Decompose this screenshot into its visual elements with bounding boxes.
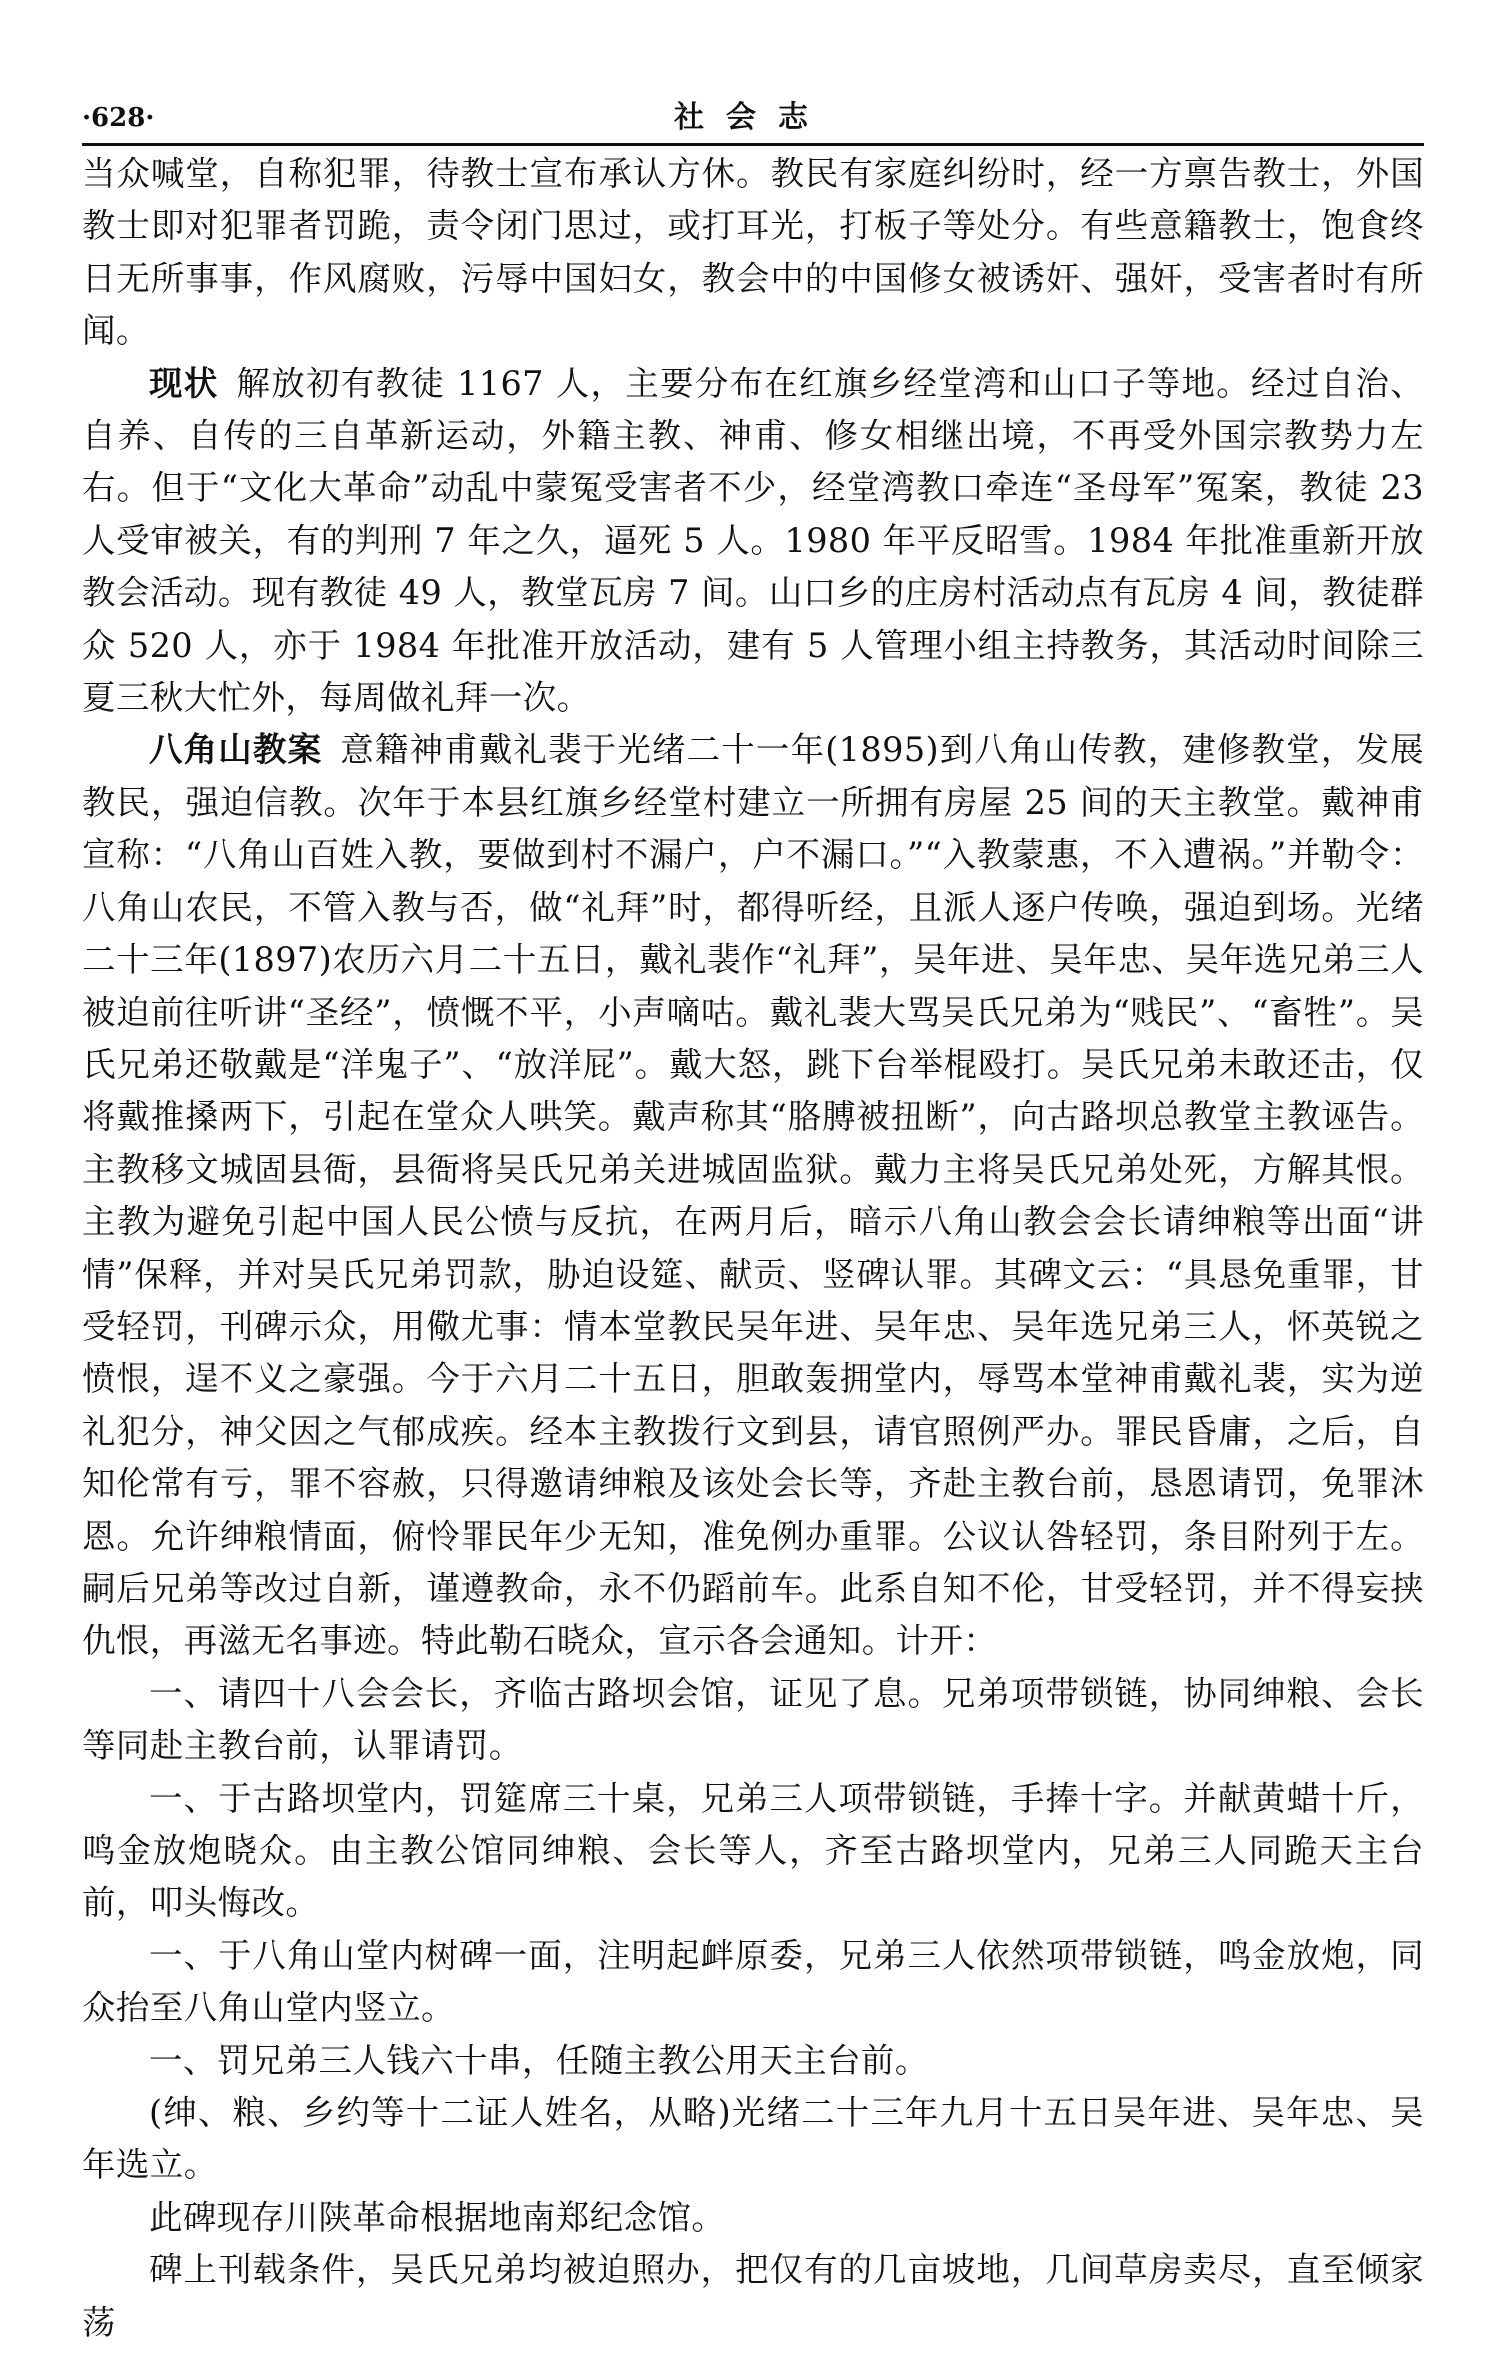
list-item-paragraph — [82, 1773, 1424, 1930]
paragraph-text: 此碑现存川陕革命根据地南郑纪念馆。 — [149, 2197, 726, 2237]
paragraph-text: (绅、粮、乡约等十二证人姓名，从略)光绪二十三年九月十五日吴年进、吴年忠、吴年选立。 — [82, 2093, 1424, 2185]
paragraph-bajiaoshan-case — [82, 724, 1424, 1667]
page-number: ·628· — [82, 103, 155, 133]
paragraph — [82, 148, 1424, 358]
paragraph-text: 碑上刊载条件，吴氏兄弟均被迫照办，把仅有的几亩坡地，几间草房卖尽，直至倾家荡 — [82, 2250, 1424, 2342]
paragraph-text: 当众喊堂，自称犯罪，待教士宣布承认方休。教民有家庭纠纷时，经一方禀告教士，外国教士即对犯罪者罚跪，责令闭门思过，或打耳光，打板子等处分。有些意籍教士，饱食终日无所事事，作风腐败，污辱中国妇女，教会中的中国修女被诱奸、强奸，受害者时有所闻。 — [82, 154, 1424, 351]
list-item-paragraph — [82, 2035, 1424, 2087]
paragraph-text: 解放初有教徒 1167 人，主要分布在红旗乡经堂湾和山口子等地。经过自治、自养、自传的三自革新运动，外籍主教、神甫、修女相继出境，不再受外国宗教势力左右。但于“文化大革命”动乱中蒙冤受害者不少，经堂湾教口牵连“圣母军”冤案，教徒 23 人受审被关，有的判刑 7 年之久，逼死 5 人。1980 年平反昭雪。1984 年批准重新开放教会活动。现有教徒 49 人，教堂瓦房 7 间。山口乡的庄房村活动点有瓦房 4 间，教徒群众 520 人，亦于 1984 年批准开放活动，建有 5 人管理小组主持教务，其活动时间除三夏三秋大忙外，每周做礼拜一次。 — [82, 363, 1424, 718]
header-rule — [82, 143, 1424, 146]
list-item-paragraph — [82, 1668, 1424, 1773]
body-text — [82, 148, 1424, 2349]
paragraph-text: 一、罚兄弟三人钱六十串，任随主教公用天主台前。 — [149, 2040, 929, 2080]
paragraph-current-status — [82, 358, 1424, 725]
paragraph — [82, 2087, 1424, 2192]
paragraph-text: 一、请四十八会会长，齐临古路坝会馆，证见了息。兄弟项带锁链，协同绅粮、会长等同赴主教台前，认罪请罚。 — [82, 1673, 1424, 1766]
paragraph — [82, 2244, 1424, 2349]
list-item-paragraph — [82, 1930, 1424, 2035]
paragraph — [82, 2192, 1424, 2244]
paragraph-text: 一、于古路坝堂内，罚筵席三十桌，兄弟三人项带锁链，手捧十字。并献黄蜡十斤，鸣金放炮晓众。由主教公馆同绅粮、会长等人，齐至古路坝堂内，兄弟三人同跪天主台前，叩头悔改。 — [82, 1778, 1424, 1923]
paragraph-text: 一、于八角山堂内树碑一面，注明起衅原委，兄弟三人依然项带锁链，鸣金放炮，同众抬至八角山堂内竖立。 — [82, 1935, 1424, 2028]
running-title: 社会志 — [674, 100, 830, 135]
section-heading: 八角山教案 — [149, 730, 323, 770]
paragraph-text: 意籍神甫戴礼裴于光绪二十一年(1895)到八角山传教，建修教堂，发展教民，强迫信教。次年于本县红旗乡经堂村建立一所拥有房屋 25 间的天主教堂。戴神甫宣称：“八角山百姓入教，要做到村不漏户，户不漏口。”“入教蒙惠，不入遭祸。”并勒令：八角山农民，不管入教与否，做“礼拜”时，都得听经，且派人逐户传唤，强迫到场。光绪二十三年(1897)农历六月二十五日，戴礼裴作“礼拜”，吴年进、吴年忠、吴年选兄弟三人被迫前往听讲“圣经”，愤慨不平，小声嘀咕。戴礼裴大骂吴氏兄弟为“贱民”、“畜牲”。吴氏兄弟还敬戴是“洋鬼子”、“放洋屁”。戴大怒，跳下台举棍殴打。吴氏兄弟未敢还击，仅将戴推搡两下，引起在堂众人哄笑。戴声称其“胳膊被扭断”，向古路坝总教堂主教诬告。主教移文城固县衙，县衙将吴氏兄弟关进城固监狱。戴力主将吴氏兄弟处死，方解其恨。主教为避免引起中国人民公愤与反抗，在两月后，暗示八角山教会会长请绅粮等出面“讲情”保释，并对吴氏兄弟罚款，胁迫设筵、献贡、竖碑认罪。其碑文云：“具恳免重罪，甘受轻罚，刊碑示众，用儆尤事：情本堂教民吴年进、吴年忠、吴年选兄弟三人，怀英锐之愤恨，逞不义之豪强。今于六月二十五日，胆敢轰拥堂内，辱骂本堂神甫戴礼裴，实为逆礼犯分，神父因之气郁成疾。经本主教拨行文到县，请官照例严办。罪民昏庸，之后，自知伦常有亏，罪不容赦，只得邀请绅粮及该处会长等，齐赴主教台前，恳恩请罚，免罪沐恩。允许绅粮情面，俯怜罪民年少无知，准免例办重罪。公议认咎轻罚，条目附列于左。嗣后兄弟等改过自新，谨遵教命，永不仍蹈前车。此系自知不伦，甘受轻罚，并不得妄挟仇恨，再滋无名事迹。特此勒石晓众，宣示各会通知。计开： — [82, 730, 1424, 1661]
section-heading: 现状 — [149, 363, 219, 403]
page-header — [82, 98, 1422, 138]
